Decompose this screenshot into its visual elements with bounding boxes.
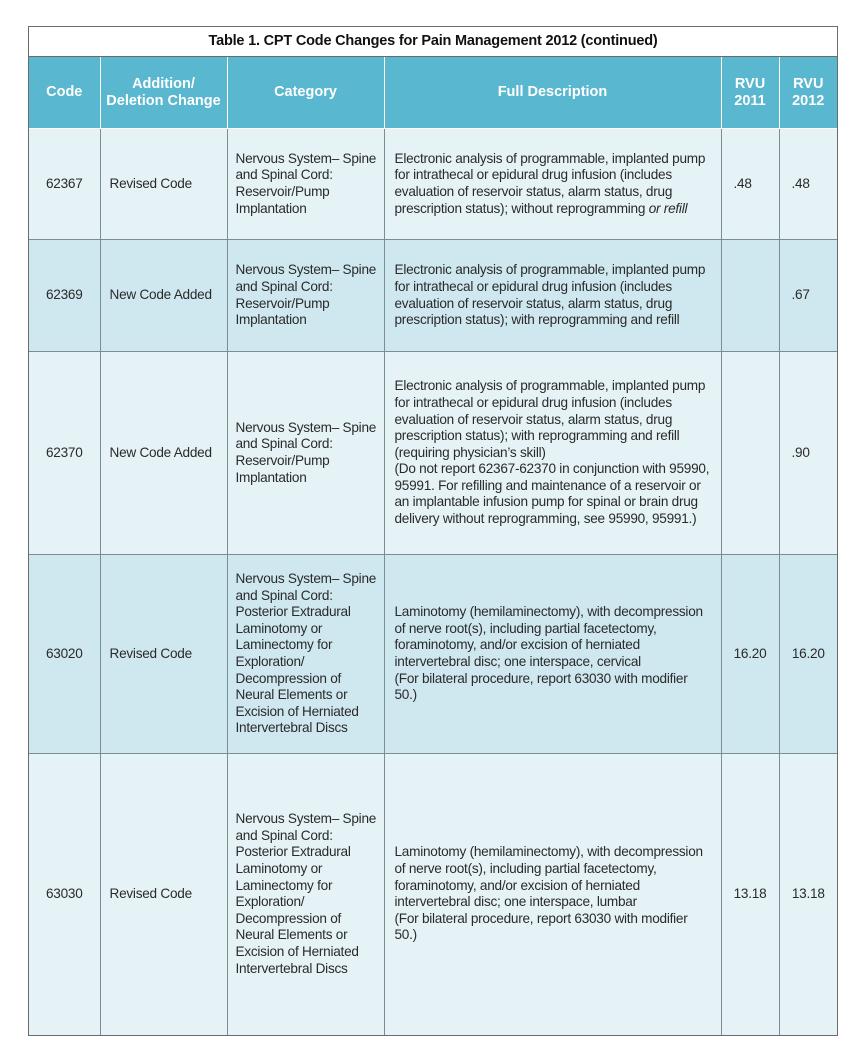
description-note: (For bilateral procedure, report 63030 with modifier 50.) bbox=[394, 910, 688, 943]
description-cell bbox=[384, 754, 721, 1035]
description-cell bbox=[384, 352, 721, 555]
rvu-2011-cell: .48 bbox=[721, 129, 779, 240]
rvu-2012-cell: .67 bbox=[779, 240, 837, 352]
description-note: (Do not report 62367-62370 in conjunction with 95990, 95991. For refilling and maintenance of a reservoir or an implantable infusion pump for spinal or brain drug delivery without reprogramming, see 95990, 95991.) bbox=[394, 461, 710, 527]
header-description: Full Description bbox=[384, 57, 721, 129]
category-cell: Nervous System– Spine and Spinal Cord: Reservoir/Pump Implantation bbox=[227, 352, 384, 555]
rvu-2012-cell: 16.20 bbox=[779, 555, 837, 754]
header-code: Code bbox=[29, 57, 100, 129]
cpt-table bbox=[29, 57, 837, 1035]
rvu-2012-cell: .90 bbox=[779, 352, 837, 555]
code-cell: 62369 bbox=[29, 240, 100, 352]
code-cell: 63020 bbox=[29, 555, 100, 754]
description-cell bbox=[384, 129, 721, 240]
table-row bbox=[29, 754, 837, 1035]
category-cell: Nervous System– Spine and Spinal Cord: Reservoir/Pump Implantation bbox=[227, 129, 384, 240]
rvu-2012-cell: .48 bbox=[779, 129, 837, 240]
change-cell: New Code Added bbox=[100, 352, 227, 555]
rvu-2012-cell: 13.18 bbox=[779, 754, 837, 1035]
change-cell: New Code Added bbox=[100, 240, 227, 352]
description-italic-text: or refill bbox=[645, 200, 688, 216]
change-cell: Revised Code bbox=[100, 754, 227, 1035]
rvu-2011-cell bbox=[721, 240, 779, 352]
table-row bbox=[29, 555, 837, 754]
header-row bbox=[29, 57, 837, 129]
rvu-2011-cell: 13.18 bbox=[721, 754, 779, 1035]
code-cell: 62370 bbox=[29, 352, 100, 555]
description-cell bbox=[384, 240, 721, 352]
code-cell: 62367 bbox=[29, 129, 100, 240]
description-cell bbox=[384, 555, 721, 754]
header-change-label: Addition/ Deletion Change bbox=[106, 75, 221, 109]
category-cell: Nervous System– Spine and Spinal Cord: Reservoir/Pump Implantation bbox=[227, 240, 384, 352]
header-change bbox=[100, 57, 227, 129]
table-row bbox=[29, 352, 837, 555]
code-cell: 63030 bbox=[29, 754, 100, 1035]
header-rvu-2012: RVU 2012 bbox=[779, 57, 837, 129]
table-title: Table 1. CPT Code Changes for Pain Management 2012 (continued) bbox=[29, 27, 837, 57]
description-text: Electronic analysis of programmable, implanted pump for intrathecal or epidural drug infusion (includes evaluation of reservoir status, alarm status, drug prescription status); with reprogramming and refill (requiring physician’s skill) bbox=[394, 378, 706, 460]
description-text: Electronic analysis of programmable, implanted pump for intrathecal or epidural drug infusion (includes evaluation of reservoir status, alarm status, drug prescription status); with reprogramming and refill bbox=[394, 262, 706, 328]
header-category: Category bbox=[227, 57, 384, 129]
description-text: Laminotomy (hemilaminectomy), with decompression of nerve root(s), including partial facetectomy, foraminotomy, and/or excision of herniated intervertebral disc; one interspace, cervical bbox=[394, 604, 703, 669]
rvu-2011-cell: 16.20 bbox=[721, 555, 779, 754]
category-cell: Nervous System– Spine and Spinal Cord: Posterior Extradural Laminotomy or Laminectomy for Exploration/ Decompression of Neural Elements or Excision of Herniated Intervertebral Discs bbox=[227, 555, 384, 754]
change-cell: Revised Code bbox=[100, 555, 227, 754]
change-cell: Revised Code bbox=[100, 129, 227, 240]
description-text: Laminotomy (hemilaminectomy), with decompression of nerve root(s), including partial facetectomy, foraminotomy, and/or excision of herniated intervertebral disc; one interspace, lumbar bbox=[394, 844, 703, 910]
description-note: (For bilateral procedure, report 63030 with modifier 50.) bbox=[394, 670, 688, 703]
table-row bbox=[29, 240, 837, 352]
header-rvu-2011: RVU 2011 bbox=[721, 57, 779, 129]
table-frame bbox=[28, 26, 838, 1036]
rvu-2011-cell bbox=[721, 352, 779, 555]
table-row bbox=[29, 129, 837, 240]
description-text: Electronic analysis of programmable, implanted pump for intrathecal or epidural drug infusion (includes evaluation of reservoir status, alarm status, drug prescription status); without reprogramming bbox=[394, 150, 706, 216]
category-cell: Nervous System– Spine and Spinal Cord: Posterior Extradural Laminotomy or Laminectomy for Exploration/ Decompression of Neural Elements or Excision of Herniated Intervertebral Discs bbox=[227, 754, 384, 1035]
